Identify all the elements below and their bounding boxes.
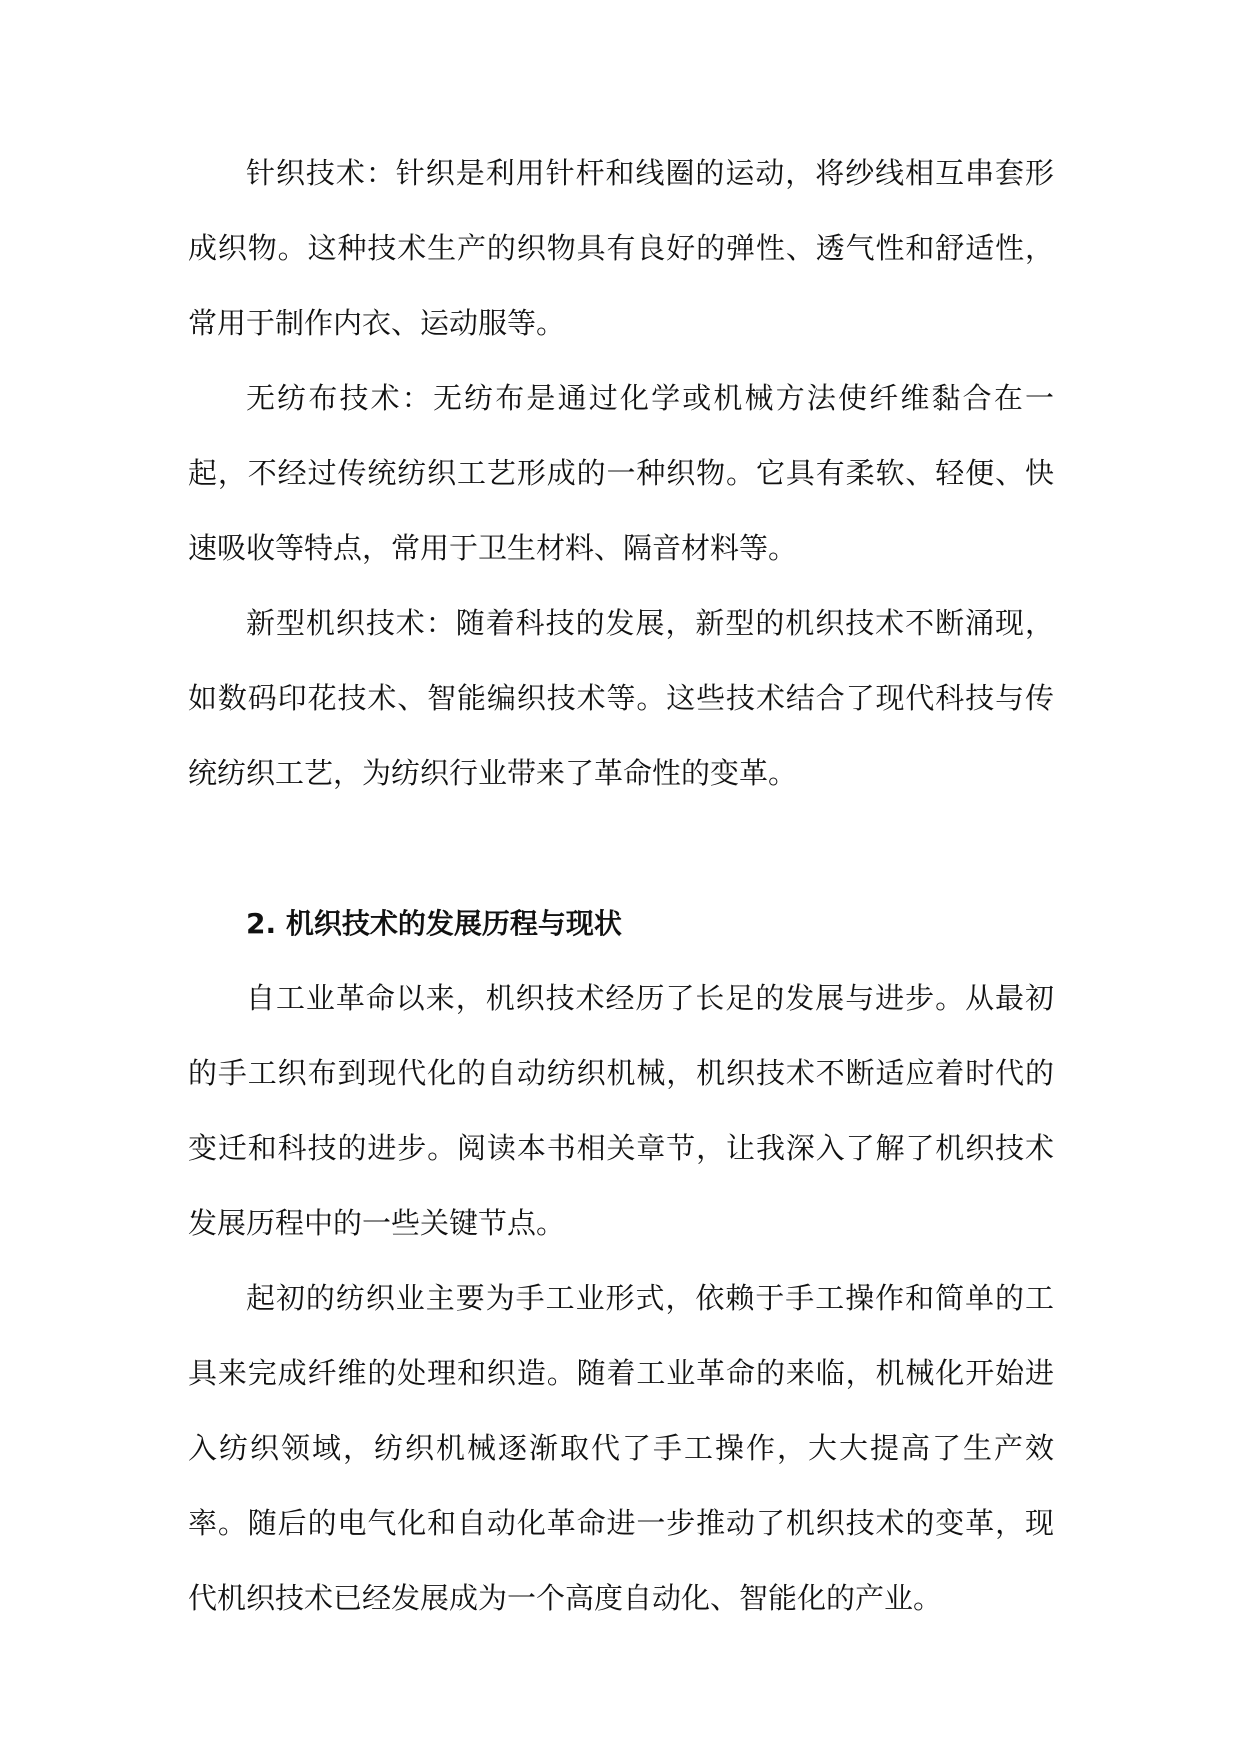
paragraph-history-intro: 自工业革命以来，机织技术经历了长足的发展与进步。从最初的手工织布到现代化的自动纺织机械，机织技术不断适应着时代的变迁和科技的进步。阅读本书相关章节，让我深入了解了机织技术发展历程中的一些关键节点。 <box>188 981 1054 1240</box>
paragraph-history-detail: 起初的纺织业主要为手工业形式，依赖于手工操作和简单的工具来完成纤维的处理和织造。随着工业革命的来临，机械化开始进入纺织领域，纺织机械逐渐取代了手工操作，大大提高了生产效率。随后的电气化和自动化革命进一步推动了机织技术的变革，现代机织技术已经发展成为一个高度自动化、智能化的产业。 <box>188 1281 1054 1615</box>
document-body <box>188 136 1054 1636</box>
section-heading: 2. 机织技术的发展历程与现状 <box>246 907 622 940</box>
paragraph-knitting: 针织技术：针织是利用针杆和线圈的运动，将纱线相互串套形成织物。这种技术生产的织物具有良好的弹性、透气性和舒适性，常用于制作内衣、运动服等。 <box>188 156 1054 340</box>
paragraph-new-weaving: 新型机织技术：随着科技的发展，新型的机织技术不断涌现，如数码印花技术、智能编织技术等。这些技术结合了现代科技与传统纺织工艺，为纺织行业带来了革命性的变革。 <box>188 606 1054 790</box>
paragraph-nonwoven: 无纺布技术：无纺布是通过化学或机械方法使纤维黏合在一起，不经过传统纺织工艺形成的一种织物。它具有柔软、轻便、快速吸收等特点，常用于卫生材料、隔音材料等。 <box>188 381 1054 565</box>
